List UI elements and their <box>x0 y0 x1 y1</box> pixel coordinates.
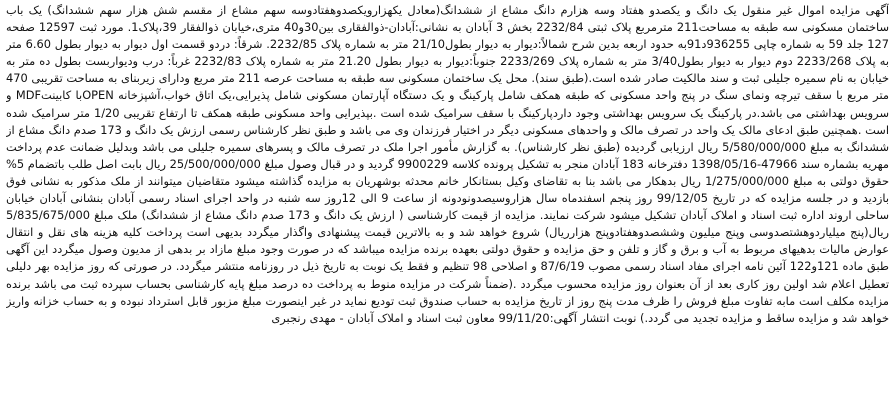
auction-notice <box>6 2 889 408</box>
notice-body-text: آگهی مزایده اموال غیر منقول یک دانگ و یکصدو هفتاد وسه هزارم دانگ مشاع از ششدانگ(معادل یکهزارویکصدوهفتادوسه سهم مشاع از مقسم شش هزار سهم ششدانگ) یک باب ساختمان مسکونی سه طبقه به مساحت211 مترمربع پلاک ثبتی 2232/84 بخش 3 آبادان به نشانی:آبادان-ذوالفقاری بین30و40 متری،خیابان ذوالفقار 39،پلاک1. مورد ثبت 12597 صفحه 127 جلد 59 به شماره چاپی 936255د91به حدود اربعه بدین شرح شمالاً:دیوار به دیوار بطول21/10 متر به شماره پلاک 2232/85. شرقاً: دردو قسمت اول دیوار به دیوار بطول 6.60 متر به پلاک 2233/268 دوم دیوار به دیوار بطول3/40 متر به شماره پلاک 2233/269 جنوباً:دیوار به دیوار بطول 21.20 متر به شماره پلاک 2232/83 غرباً: درب ودیواربست بطول ده متر به خیابان به نام سمیره جلیلی ثبت و سند مالکیت صادر شده است.(طبق سند). محل یک ساختمان مسکونی سه طبقه به مساحت عرصه 211 متر مربع ودارای زیربنای به مساحت تقریبی 470 متر مربع با سقف تیرچه ونمای سنگ در پنج واحد مسکونی که طبقه همکف شامل پارکینگ و یک دستگاه آپارتمان مسکونی شامل پذیرایی،یک اتاق خواب،آشپزخانه OPENبا کابینتMDF و سرویس بهداشتی می باشد.در پارکینگ یک سرویس بهداشتی وجود داردپارکینگ با سقف سرامیک شده است .بپذیرایی واحد مسکونی طبقه همکف تا ارتفاع تقریبی 1/20 متر سرامیک شده است .همچنین طبق ادعای مالک یک واحد در تصرف مالک و واحدهای مسکونی دیگر در اختیار فرزندان وی می باشد و طبق نظر کارشناس رسمی ارزش یک دانگ و 173 صدم دانگ مشاع از ششدانگ به مبلغ 5/580/000/000 ریال ارزیابی گردیده (طبق نظر کارشناس). به گزارش مأمور اجرا ملک در تصرف مالک و پسرهای سمیره جلیلی می باشد وبدلیل ضمانت عدم پرداخت مهریه بشماره سند 47966-1398/05/16 دفترخانه 183 آبادان منجر به تشکیل پرونده کلاسه 9900229 گردید و در قبال وصول مبلغ 25/500/000/000 ریال بابت اصل طلب باتضمام 5% حقوق دولتی به مبلغ 1/275/000/000 ریال بدهکار می باشد بنا به تقاضای وکیل بستانکار خانم محدثه بوشهریان به مزایده گذاشته میشود متقاضیان میتوانند از ملک مذکور به نشانی فوق بازدید و در جلسه مزایده که در تاریخ 99/12/05 روز پنجم اسفندماه سال هزاروسیصدونودونه از ساعت 9 الی 12روز سه شنبه در واحد اجرای اسناد رسمی آبادان بنشانی آبادان خیابان ساحلی اروند اداره ثبت اسناد و املاک آبادان تشکیل میشود شرکت نمایند. مزایده از قیمت کارشناسی ( ارزش یک دانگ و 173 صدم دانگ مشاع از ششدانگ) ملک مبلغ 5/835/675/000 ریال(پنج میلیاردوهشتصدوسی وپنج میلیون وششصدوهفتادوپنج هزارریال) شروع خواهد شد و به بالاترین قیمت پیشنهادی واگذار میگردد بدیهی است پرداخت کلیه هزینه های نقل و انتقال عوارض مالیات بدهیهای مربوط به آب و برق و گاز و تلفن و حق مزایده و حقوق دولتی بعهده برنده مزایده میباشد که در صورت وجود مبلغ مازاد بر بدهی از مدیون وصول میگردد این آگهی طبق ماده 121و122 آئین نامه اجرای مفاد اسناد رسمی مصوب 87/6/19 و اصلاحی 98 تنظیم و فقط یک نوبت به تاریخ ذیل در روزنامه منتشر میگردد. در صورتی که روز مزایده بهر دلیلی تعطیل اعلام شد اولین روز کاری بعد از آن بعنوان روز مزایده محسوب میگردد .(ضمناً شرکت در مزایده منوط به پرداخت ده درصد مبلغ پایه کارشناسی بحساب سپرده ثبت می باشد برنده مزایده مکلف است مابه تفاوت مبلغ فروش را ظرف مدت پنج روز از تاریخ مزایده به حساب صندوق ثبت تودیع نماید در غیر اینصورت مبلغ مزبور قابل استرداد نبوده و به حساب خزانه واریز خواهد شد و مزایده ساقط و مزایده تجدید می گردد.) نوبت انتشار آگهی:99/11/20 معاون ثبت اسناد و املاک آبادان - مهدی رنجبری <box>6 3 889 325</box>
